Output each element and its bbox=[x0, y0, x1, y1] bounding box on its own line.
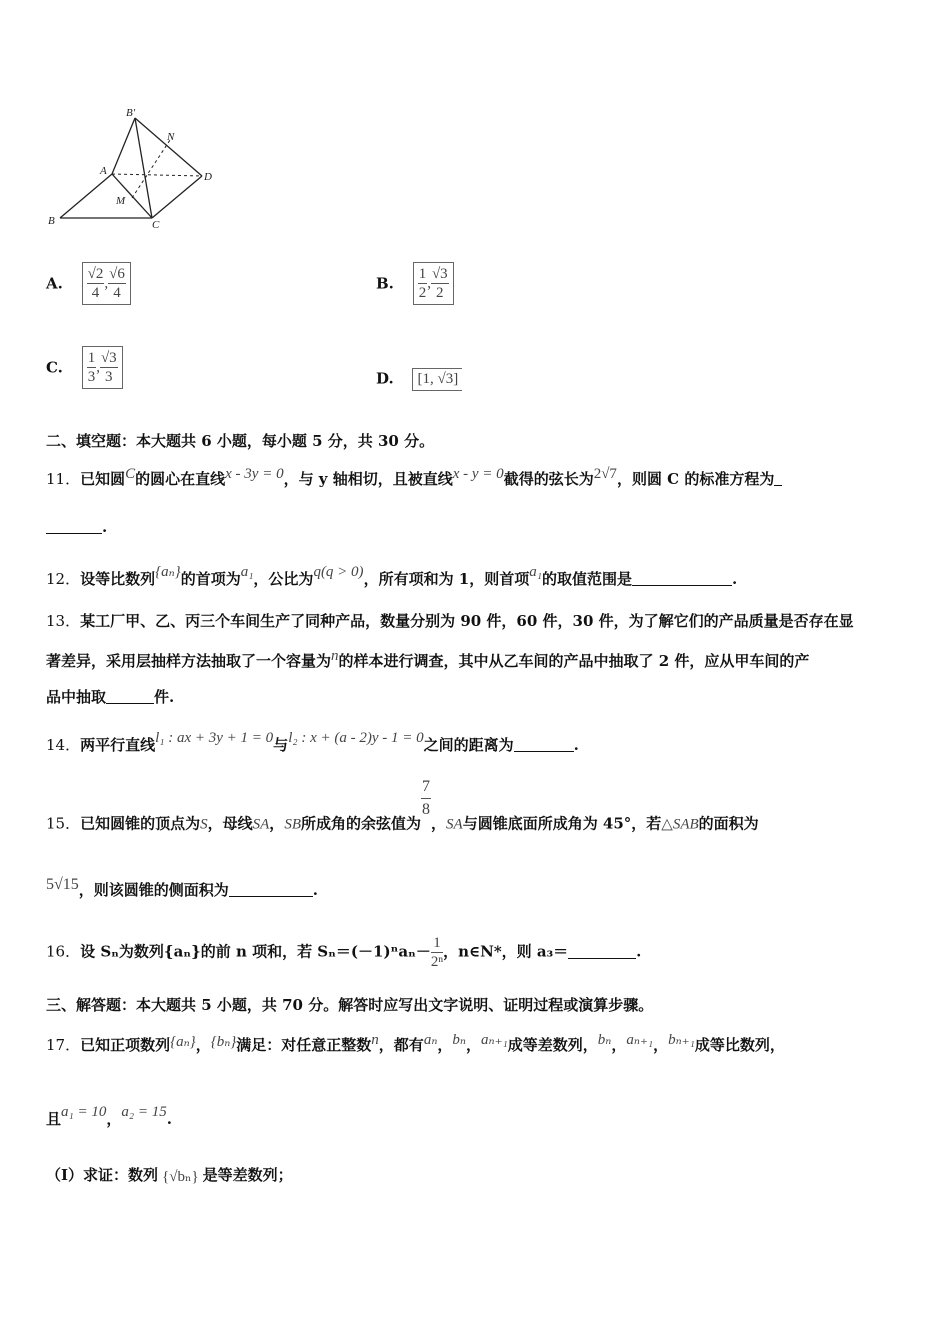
q17-l2a: 且 bbox=[46, 1110, 62, 1128]
q17-t8: ， bbox=[611, 1036, 627, 1054]
q15-t3: ， bbox=[269, 814, 285, 833]
q14-num: 14． bbox=[46, 736, 81, 754]
q13-l3a: 品中抽取 bbox=[46, 688, 107, 706]
q11-blank-a[interactable] bbox=[774, 473, 782, 486]
q17-t1: 已知正项数列 bbox=[80, 1036, 171, 1054]
option-A-rden: 4 bbox=[113, 285, 121, 301]
q15-frac-num: 7 bbox=[421, 776, 431, 799]
q12-t1: 设等比数列 bbox=[80, 570, 156, 588]
q17-m9: bₙ₊₁ bbox=[668, 1032, 695, 1048]
q12-t4: ，所有项和为 1，则首项 bbox=[363, 570, 530, 588]
q13-l2b: 的样本进行调查，其中从乙车间的产品中抽取了 2 件，应从甲车间的产 bbox=[338, 652, 810, 670]
q17-m1: {aₙ} bbox=[170, 1034, 196, 1050]
q17-m6: aₙ₊₁ bbox=[481, 1032, 508, 1048]
q15-m6: △SAB bbox=[661, 816, 699, 833]
q17-part1b: 是等差数列； bbox=[202, 1166, 293, 1184]
option-A-lnum: √2 bbox=[87, 266, 104, 282]
q11-t4: 截得的弦长为 bbox=[503, 470, 594, 488]
question-17 bbox=[46, 1030, 785, 1055]
q13-l3b: 件. bbox=[154, 688, 175, 706]
option-B-interval: $\frac{1}{2}$ , $\frac{√3}{2}$ bbox=[413, 262, 454, 305]
option-B-lnum: 1 bbox=[418, 266, 427, 282]
q17-t7: 成等差数列， bbox=[507, 1036, 598, 1054]
q15-num: 15． bbox=[46, 814, 81, 833]
q14-m1: l₁ : ax + 3y + 1 = 0 bbox=[155, 730, 274, 746]
question-13-line1 bbox=[46, 610, 854, 631]
q15-m2: SA bbox=[252, 816, 270, 833]
question-17-line2 bbox=[46, 1104, 172, 1129]
option-B-lden: 2 bbox=[418, 285, 427, 301]
option-B-rden: 2 bbox=[436, 285, 444, 301]
option-C-interval: $\frac{1}{3}$ , $\frac{√3}{3}$ bbox=[82, 346, 123, 389]
q14-blank[interactable] bbox=[514, 739, 574, 752]
q17-l2b: ， bbox=[106, 1110, 122, 1128]
edge-Bp-A bbox=[112, 118, 135, 174]
q11-m1: C bbox=[125, 466, 136, 482]
q17-part1a: （Ⅰ）求证：数列 bbox=[46, 1166, 159, 1184]
q17-m12: {√bₙ} bbox=[162, 1168, 199, 1185]
option-A-interval: $\frac{√2}{4}$ , $\frac{√6}{4}$ bbox=[82, 262, 131, 305]
q16-t1: 设 Sₙ为数列{aₙ}的前 n 项和，若 Sₙ＝(－1)ⁿaₙ－ bbox=[80, 942, 431, 961]
q13-l1: 某工厂甲、乙、丙三个车间生产了同种产品，数量分别为 90 件，60 件，30 件，为了解它们的产品质量是否存在显 bbox=[80, 612, 854, 630]
option-B-rnum: √3 bbox=[431, 266, 448, 282]
label-Bp: B′ bbox=[126, 107, 136, 119]
question-13-line2 bbox=[46, 648, 809, 671]
q12-m2: a₁ bbox=[240, 564, 254, 580]
q12-t2: 的首项为 bbox=[180, 570, 241, 588]
label-C: C bbox=[152, 219, 160, 231]
q15-frac-den: 8 bbox=[422, 801, 430, 818]
q12-t5: 的取值范围是 bbox=[541, 570, 632, 588]
option-C-rden: 3 bbox=[105, 369, 113, 385]
q17-m2: {bₙ} bbox=[210, 1034, 237, 1050]
option-C-rnum: √3 bbox=[100, 350, 117, 366]
q17-m7: bₙ bbox=[597, 1032, 612, 1048]
q15-t7: 的面积为 bbox=[698, 814, 759, 833]
q16-num: 16． bbox=[46, 942, 81, 961]
q15-t2: ，母线 bbox=[207, 814, 253, 833]
option-A-label: A. bbox=[46, 274, 63, 293]
q11-m3: x - y = 0 bbox=[452, 466, 504, 482]
q12-m4: a₁ bbox=[529, 564, 542, 580]
q15-t8: ，则该圆锥的侧面积为 bbox=[78, 881, 229, 899]
question-11-cont bbox=[46, 518, 107, 536]
q15-t5: ， bbox=[431, 814, 447, 833]
question-12 bbox=[46, 562, 737, 589]
q11-num: 11． bbox=[46, 470, 81, 488]
q17-m8: aₙ₊₁ bbox=[626, 1032, 654, 1048]
q16-blank[interactable] bbox=[568, 946, 636, 959]
section-2-title: 二、填空题：本大题共 6 小题，每小题 5 分，共 30 分。 bbox=[46, 432, 435, 450]
edge-B-A bbox=[60, 174, 112, 218]
option-A-rnum: √6 bbox=[109, 266, 125, 282]
q17-t10: 成等比数列， bbox=[694, 1036, 785, 1054]
option-D-interval: [1, √3] bbox=[412, 368, 462, 391]
option-C-lden: 3 bbox=[87, 369, 96, 385]
q16-frac-den: 2ⁿ bbox=[430, 954, 444, 970]
q17-m3: n bbox=[371, 1032, 379, 1048]
q15-t4: 所成角的余弦值为 bbox=[300, 814, 421, 833]
edge-Bp-D bbox=[135, 118, 202, 176]
q17-t3: 满足：对任意正整数 bbox=[236, 1036, 372, 1054]
edge-A-D bbox=[112, 174, 202, 176]
q14-end: . bbox=[573, 736, 579, 754]
q17-m4: aₙ bbox=[423, 1032, 438, 1048]
q17-m11: a₂ = 15 bbox=[121, 1104, 167, 1120]
label-A: A bbox=[100, 165, 107, 177]
q15-end: . bbox=[312, 881, 319, 899]
q14-t2: 与 bbox=[273, 736, 289, 754]
q14-m2: l₂ : x + (a - 2)y - 1 = 0 bbox=[288, 730, 424, 746]
q12-end: . bbox=[731, 570, 738, 588]
option-A bbox=[46, 262, 131, 305]
q17-l2c: . bbox=[166, 1110, 172, 1128]
question-14 bbox=[46, 730, 579, 755]
edge-C-D bbox=[152, 176, 202, 218]
q11-m2: x - 3y = 0 bbox=[225, 466, 284, 482]
question-17-part1 bbox=[46, 1164, 293, 1188]
q11-blank-b[interactable] bbox=[46, 521, 102, 534]
option-C bbox=[46, 346, 123, 389]
q16-fraction bbox=[431, 934, 443, 971]
option-B-label: B. bbox=[376, 274, 394, 293]
question-11 bbox=[46, 466, 782, 489]
q15-m7: 5√15 bbox=[46, 876, 79, 893]
option-D-label: D. bbox=[376, 369, 394, 388]
q15-t6: 与圆锥底面所成角为 45°，若 bbox=[462, 814, 662, 833]
q12-m1: {aₙ} bbox=[155, 564, 181, 580]
q11-t5: ，则圆 C 的标准方程为 bbox=[616, 470, 775, 488]
question-15-cont bbox=[46, 876, 318, 900]
option-B bbox=[376, 262, 454, 305]
q15-m1: S bbox=[200, 816, 208, 833]
q12-m3: q(q > 0) bbox=[313, 564, 364, 580]
option-A-lden: 4 bbox=[91, 285, 100, 301]
q11-t3: ，与 y 轴相切，且被直线 bbox=[283, 470, 453, 488]
q17-t9: ， bbox=[653, 1036, 669, 1054]
q16-frac-num: 1 bbox=[431, 934, 443, 953]
edge-M-N bbox=[132, 140, 170, 198]
option-C-label: C. bbox=[46, 358, 63, 377]
q15-t1: 已知圆锥的顶点为 bbox=[80, 814, 201, 833]
q13-num: 13． bbox=[46, 612, 81, 630]
question-15 bbox=[46, 776, 759, 834]
q11-t1: 已知圆 bbox=[80, 470, 126, 488]
q15-fraction bbox=[421, 776, 431, 821]
label-B: B bbox=[48, 215, 55, 227]
question-13-line3 bbox=[46, 686, 174, 707]
section-3-title: 三、解答题：本大题共 5 小题，共 70 分。解答时应写出文字说明、证明过程或演算步骤。 bbox=[46, 996, 654, 1014]
q17-num: 17． bbox=[46, 1036, 81, 1054]
q14-t1: 两平行直线 bbox=[80, 736, 156, 754]
q17-t2: ， bbox=[195, 1036, 211, 1054]
q12-blank[interactable] bbox=[632, 573, 732, 586]
label-M: M bbox=[116, 195, 126, 207]
q17-t6: ， bbox=[466, 1036, 482, 1054]
q12-num: 12． bbox=[46, 570, 81, 588]
q14-t3: 之间的距离为 bbox=[423, 736, 514, 754]
q15-m5: SA bbox=[446, 816, 463, 833]
q13-m1: n bbox=[331, 648, 339, 664]
q11-m4: 2√7 bbox=[593, 466, 617, 482]
q17-t4: ，都有 bbox=[378, 1036, 424, 1054]
q11-end: . bbox=[102, 518, 108, 536]
q12-t3: ，公比为 bbox=[253, 570, 314, 588]
q17-t5: ， bbox=[437, 1036, 453, 1054]
q13-blank[interactable] bbox=[106, 691, 154, 704]
question-16 bbox=[46, 934, 641, 971]
q15-blank[interactable] bbox=[229, 884, 313, 897]
option-D bbox=[376, 368, 462, 391]
q16-t2: ，n∈N*，则 a₃＝ bbox=[443, 942, 569, 961]
q16-end: . bbox=[636, 942, 642, 961]
label-N: N bbox=[167, 131, 175, 143]
geometry-figure bbox=[40, 100, 240, 240]
q15-m3: SB bbox=[284, 816, 301, 833]
q13-l2a: 著差异，采用层抽样方法抽取了一个容量为 bbox=[46, 652, 332, 670]
q17-m5: bₙ bbox=[452, 1032, 467, 1048]
option-C-lnum: 1 bbox=[87, 350, 96, 366]
q11-t2: 的圆心在直线 bbox=[135, 470, 226, 488]
label-D: D bbox=[204, 171, 212, 183]
q17-m10: a₁ = 10 bbox=[61, 1104, 107, 1120]
